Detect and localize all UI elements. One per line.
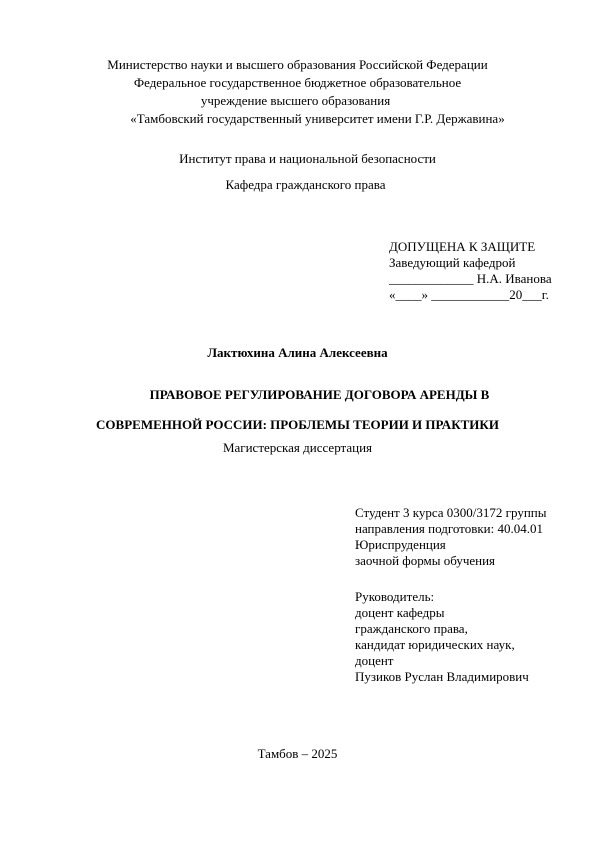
approval-date-line: «____» ____________20___г. — [389, 287, 549, 302]
approval-status: ДОПУЩЕНА К ЗАЩИТЕ — [389, 239, 536, 254]
student-line-1: Студент 3 курса 0300/3172 группы — [355, 505, 547, 520]
supervisor-line-3: кандидат юридических наук, — [355, 637, 515, 652]
institution-line-2: учреждение высшего образования — [200, 93, 391, 108]
student-line-4: заочной формы обучения — [355, 553, 496, 568]
student-block — [355, 505, 546, 569]
title-line-2: СОВРЕМЕННОЙ РОССИИ: ПРОБЛЕМЫ ТЕОРИИ И ПРАКТИКИ — [96, 417, 499, 432]
student-line-3: Юриспруденция — [355, 537, 446, 552]
author-name: Лактюхина Алина Алексеевна — [207, 345, 388, 360]
supervisor-label: Руководитель: — [355, 589, 435, 604]
approval-signature-line: _____________ Н.А. Иванова — [389, 271, 552, 286]
institution-line-1: Федеральное государственное бюджетное образовательное — [133, 75, 462, 90]
ministry-line: Министерство науки и высшего образования Российской Федерации — [107, 57, 488, 72]
institute-name: Институт права и национальной безопасности — [179, 151, 436, 166]
city-year: Тамбов – 2025 — [257, 746, 338, 761]
approval-block — [389, 239, 552, 303]
title-line-1: ПРАВОВОЕ РЕГУЛИРОВАНИЕ ДОГОВОРА АРЕНДЫ В — [149, 387, 490, 402]
supervisor-line-2: гражданского права, — [355, 621, 468, 636]
supervisor-line-4: доцент — [355, 653, 394, 668]
work-type: Магистерская диссертация — [222, 440, 373, 455]
student-line-2: направления подготовки: 40.04.01 — [355, 521, 543, 536]
supervisor-line-1: доцент кафедры — [355, 605, 445, 620]
department-name: Кафедра гражданского права — [225, 177, 386, 192]
supervisor-block — [355, 589, 529, 685]
approval-role: Заведующий кафедрой — [389, 255, 516, 270]
university-name: «Тамбовский государственный университет имени Г.Р. Державина» — [130, 111, 505, 126]
supervisor-name: Пузиков Руслан Владимирович — [355, 669, 529, 684]
